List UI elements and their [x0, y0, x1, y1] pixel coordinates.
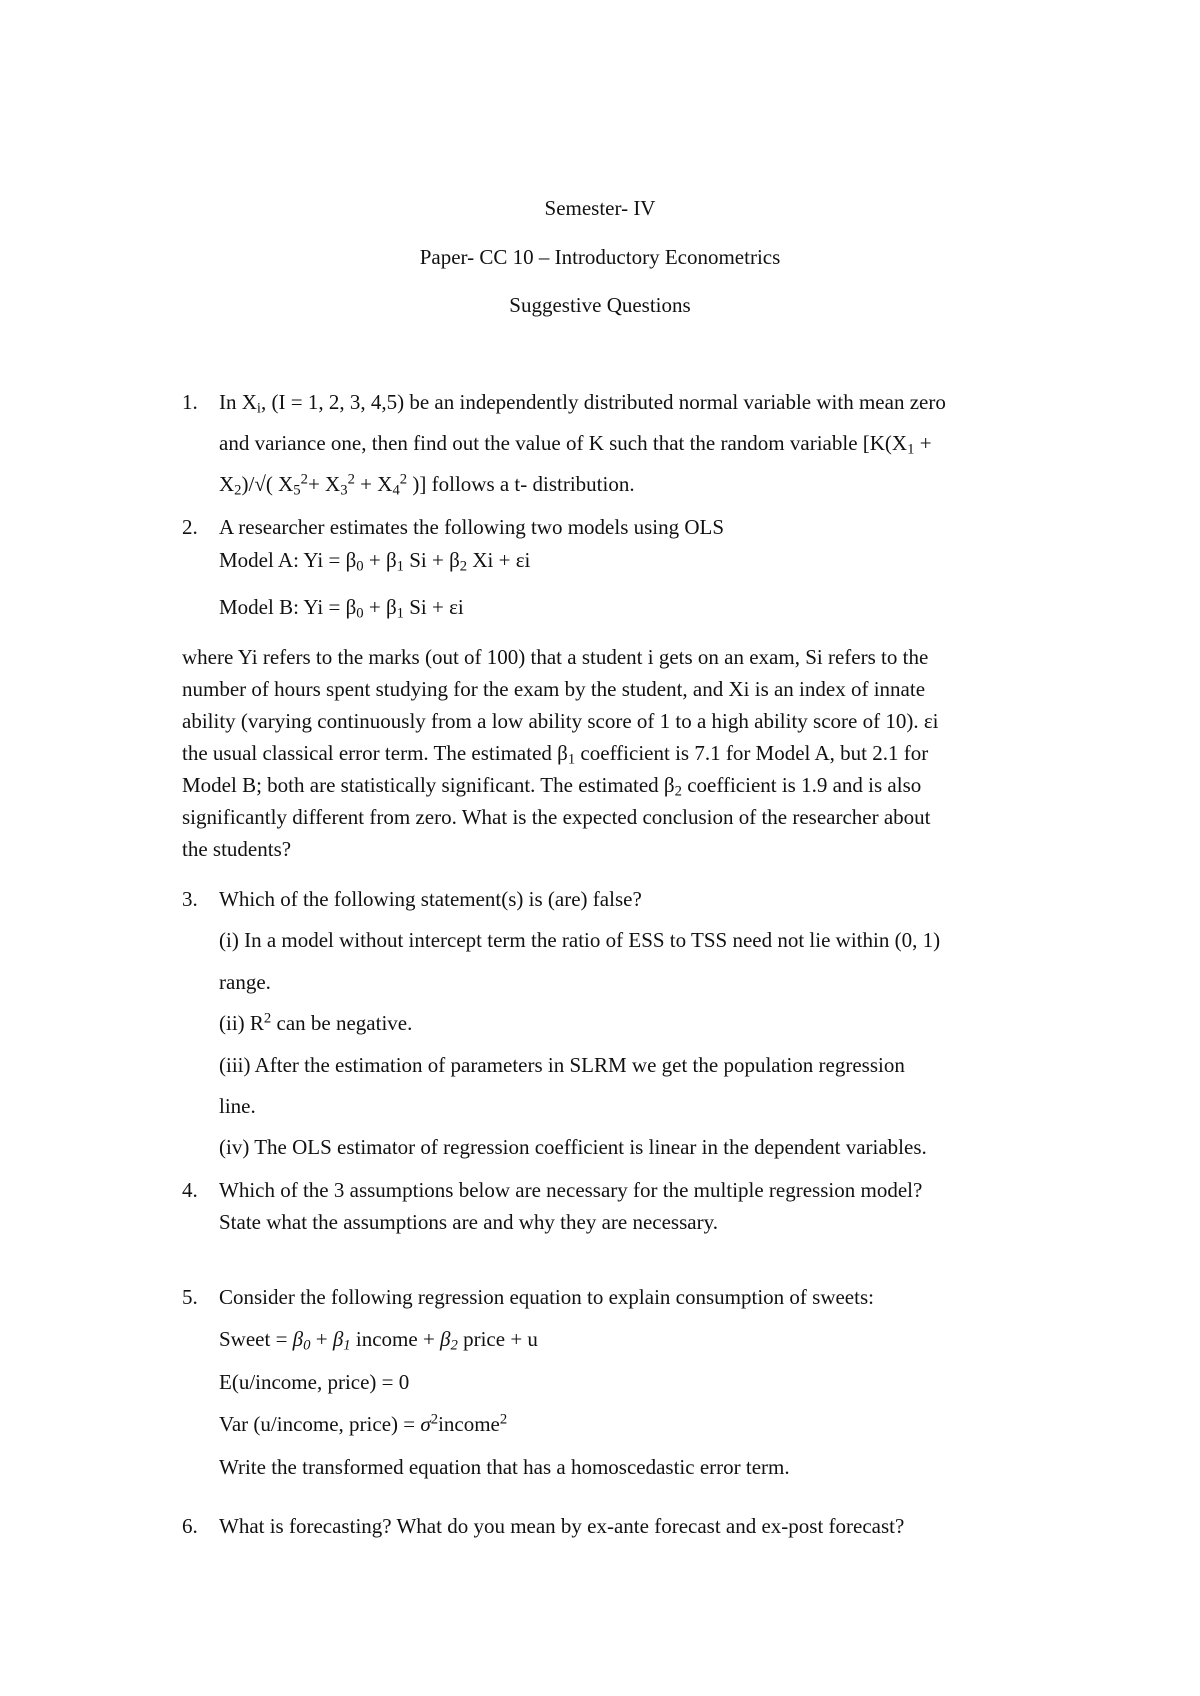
semester-heading: Semester- IV — [544, 196, 656, 220]
question-text-line: and variance one, then find out the value of K such that the random variable [$K(X_1$ + — [219, 431, 932, 458]
question-number: 4. — [182, 1178, 198, 1202]
paper-title: Paper- CC 10 – Introductory Econometrics — [419, 245, 781, 269]
paragraph-line: significantly different from zero. What is the expected conclusion of the researcher about — [182, 805, 931, 829]
paragraph-line: where Yi refers to the marks (out of 100) that a student i gets on an exam, Si refers to the — [182, 645, 929, 669]
question-text-line: A researcher estimates the following two models using OLS — [219, 515, 725, 539]
question-text-line: Write the transformed equation that has a homoscedastic error term. — [219, 1455, 790, 1479]
paragraph-line: ability (varying continuously from a low ability score of 1 to a high ability score of 10). εi — [182, 709, 939, 733]
paragraph-line: number of hours spent studying for the exam by the student, and Xi is an index of innate — [182, 677, 926, 701]
question-number: 2. — [182, 515, 198, 539]
question-text-line: Which of the 3 assumptions below are necessary for the multiple regression model? — [219, 1178, 923, 1202]
statement-iv: (iv) The OLS estimator of regression coefficient is linear in the dependent variables. — [219, 1135, 927, 1159]
statement-iii-continued: line. — [219, 1094, 256, 1118]
statement-ii: (ii) $R^2$ can be negative. — [219, 1010, 413, 1035]
model-a-equation: Model A: $Yi = \beta_0 + \beta_1$ $Si + \beta_2$ Xi + εi — [219, 548, 531, 575]
question-number: 5. — [182, 1285, 198, 1309]
document-subtitle: Suggestive Questions — [509, 293, 691, 317]
question-text-line: Which of the following statement(s) is (are) false? — [219, 887, 642, 911]
statement-i: (i) In a model without intercept term the ratio of ESS to TSS need not lie within (0, 1) — [219, 928, 941, 952]
regression-equation: Sweet = $\beta_0 + \beta_1$ income + $\beta_2$ price + u — [219, 1327, 538, 1354]
model-b-equation: Model B: $Yi = \beta_0 + \beta_1$ Si + εi — [219, 595, 464, 622]
paragraph-line: the students? — [182, 837, 292, 861]
question-text-line: $X_2)/√$( $X_5^2+ X_3^2 + X_4^2$ )] follows a t- distribution. — [219, 471, 635, 499]
expectation-condition: E(u/income, price) = 0 — [219, 1370, 410, 1394]
question-text-line: In $X_i$, (I = 1, 2, 3, 4,5) be an independently distributed normal variable with mean zero — [219, 390, 946, 417]
question-number: 3. — [182, 887, 198, 911]
variance-condition: Var (u/income, price) = $\sigma^2income^2$ — [219, 1411, 508, 1436]
question-number: 1. — [182, 390, 198, 414]
statement-iii: (iii) After the estimation of parameters in SLRM we get the population regression — [219, 1053, 905, 1077]
statement-i-continued: range. — [219, 970, 271, 994]
question-text-line: What is forecasting? What do you mean by ex-ante forecast and ex-post forecast? — [219, 1514, 905, 1538]
paragraph-line: the usual classical error term. The estimated $\beta_1$ coefficient is 7.1 for Model A, but 2.1 for — [182, 741, 929, 768]
question-text-line: Consider the following regression equation to explain consumption of sweets: — [219, 1285, 874, 1309]
paragraph-line: Model B; both are statistically significant. The estimated $\beta_2$ coefficient is 1.9 and is also — [182, 773, 922, 800]
question-number: 6. — [182, 1514, 198, 1538]
question-text-line: State what the assumptions are and why they are necessary. — [219, 1210, 718, 1234]
